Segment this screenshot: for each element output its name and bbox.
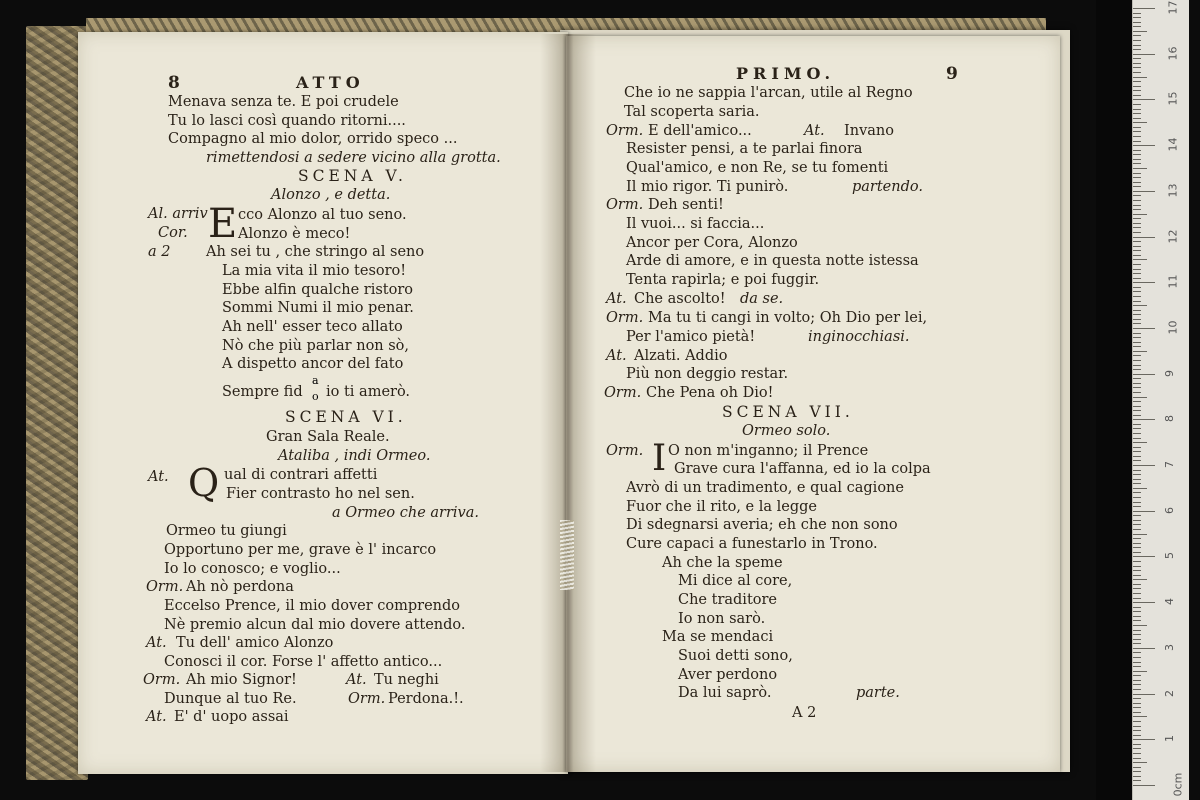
ruler-label: 17: [1166, 0, 1180, 15]
ruler-tick: [1133, 95, 1141, 96]
speaker-label: Orm.: [606, 443, 644, 459]
ruler-tick: [1133, 365, 1141, 366]
ruler-tick: [1133, 744, 1141, 745]
ruler-tick: [1133, 424, 1141, 425]
ruler-tick: [1133, 630, 1141, 631]
verse-line: cco Alonzo al tuo seno.: [238, 207, 407, 223]
speaker-label: Cor.: [158, 225, 188, 241]
ruler-label: 4: [1163, 598, 1176, 606]
ruler-tick: [1133, 415, 1141, 416]
ruler-tick: [1133, 570, 1141, 571]
ruler-tick: [1133, 529, 1141, 530]
ruler-tick: [1133, 214, 1147, 215]
ruler-label: 12: [1166, 229, 1180, 244]
ruler-tick: [1133, 337, 1141, 338]
ruler-tick: [1133, 305, 1147, 306]
ruler-tick: [1133, 401, 1141, 402]
ruler-tick: [1133, 785, 1155, 786]
ruler-tick: [1133, 675, 1141, 676]
ruler-label: 6: [1163, 506, 1176, 514]
ruler-tick: [1133, 721, 1141, 722]
ruler-tick: [1133, 579, 1147, 580]
verse-line: Nò che più parlar non sò,: [222, 338, 410, 354]
speaker-label: Orm.: [606, 123, 644, 139]
ruler-tick: [1133, 351, 1147, 352]
speaker-label: Al. arriv: [148, 206, 208, 222]
ruler-tick: [1133, 200, 1141, 201]
ruler-tick: [1133, 611, 1141, 612]
ruler-tick: [1133, 410, 1141, 411]
ruler-tick: [1133, 296, 1141, 297]
verse-line: Io lo conosco; e voglio...: [164, 561, 341, 577]
ruler-tick: [1133, 291, 1141, 292]
verse-line: Sempre fid: [222, 384, 303, 400]
ruler-tick: [1133, 223, 1141, 224]
ruler-tick: [1133, 657, 1141, 658]
ruler-tick: [1133, 648, 1155, 649]
ruler-tick: [1133, 273, 1141, 274]
ruler-tick: [1133, 99, 1155, 100]
signature-mark: A 2: [792, 705, 817, 721]
verse-line: Invano: [844, 123, 894, 139]
ruler-tick: [1133, 547, 1141, 548]
ruler-tick: [1133, 122, 1147, 123]
verse-line: Ah mio Signor!: [186, 672, 297, 688]
ruler-tick: [1133, 643, 1141, 644]
ruler-tick: [1133, 447, 1141, 448]
verse-line: Che Pena oh Dio!: [646, 385, 774, 401]
scene-characters: Ormeo solo.: [742, 423, 831, 439]
verse-line: Sommi Numi il mio penar.: [222, 300, 414, 316]
right-running-head: PRIMO.: [736, 64, 836, 83]
verse-line: Conosci il cor. Forse l' affetto antico...: [164, 654, 443, 670]
verse-line: Ebbe alfin qualche ristoro: [222, 282, 414, 298]
verse-line: Ah che la speme: [662, 555, 783, 571]
verse-line: Alonzo è meco!: [238, 226, 351, 242]
verse-line: Opportuno per me, grave è l' incarco: [164, 542, 437, 558]
ruler-label: 2: [1163, 689, 1176, 697]
ruler-tick: [1133, 246, 1141, 247]
ruler-tick: [1133, 287, 1141, 288]
ruler-tick: [1133, 730, 1141, 731]
ruler-tick: [1133, 712, 1141, 713]
ruler-tick: [1133, 141, 1141, 142]
verse-line: Il mio rigor. Ti punirò.: [626, 179, 789, 195]
ruler-tick: [1133, 328, 1155, 329]
ruler-tick: [1133, 735, 1141, 736]
verse-line: Ah sei tu , che stringo al seno: [206, 244, 425, 260]
ruler-tick: [1133, 438, 1141, 439]
ruler-tick: [1133, 698, 1141, 699]
verse-line: Fuor che il rito, e la legge: [626, 499, 817, 515]
ruler-tick: [1133, 598, 1141, 599]
ruler-tick: [1133, 739, 1155, 740]
ruler-tick: [1133, 104, 1141, 105]
verse-line: Ah nell' esser teco allato: [222, 319, 403, 335]
ruler-tick: [1133, 671, 1147, 672]
ruler-tick: [1133, 451, 1141, 452]
ruler-tick: [1133, 191, 1155, 192]
ruler-tick: [1133, 159, 1141, 160]
ruler-label: 0cm: [1171, 772, 1185, 797]
ruler-tick: [1133, 131, 1141, 132]
speaker-label: Orm.: [348, 691, 386, 707]
ruler-tick: [1133, 616, 1141, 617]
ruler-tick: [1133, 602, 1155, 603]
ruler-tick: [1133, 392, 1141, 393]
stage-direction: partendo.: [852, 179, 923, 195]
ruler-tick: [1133, 314, 1141, 315]
speaker-label: Orm.: [146, 579, 184, 595]
ruler-tick: [1133, 237, 1155, 238]
left-running-head: ATTO: [296, 73, 365, 92]
verse-line: Aver perdono: [678, 667, 778, 683]
ruler-tick: [1133, 323, 1141, 324]
ruler-tick: [1133, 86, 1141, 87]
ruler-label: 15: [1166, 91, 1180, 106]
ruler-tick: [1133, 374, 1155, 375]
ruler-tick: [1133, 255, 1141, 256]
ruler-tick: [1133, 8, 1155, 9]
ruler-tick: [1133, 264, 1141, 265]
verse-line: ual di contrari affetti: [224, 467, 378, 483]
ruler-label: 10: [1166, 320, 1180, 335]
ruler-tick: [1133, 520, 1141, 521]
ruler-tick: [1133, 465, 1155, 466]
speaker-label: At.: [804, 123, 825, 139]
verse-line: Ah nò perdona: [186, 579, 294, 595]
ruler-tick: [1133, 63, 1141, 64]
verse-line: O non m'inganno; il Prence: [668, 443, 869, 459]
background-shadow: [1096, 0, 1132, 800]
ruler-tick: [1133, 488, 1147, 489]
verse-line: Ormeo tu giungi: [166, 523, 287, 539]
verse-line: Deh senti!: [648, 197, 724, 213]
verse-line: A dispetto ancor del fato: [222, 356, 404, 372]
speaker-label: a 2: [148, 244, 171, 260]
ruler-tick: [1133, 26, 1141, 27]
ruler-tick: [1133, 543, 1141, 544]
verse-line: Perdona.!.: [388, 691, 464, 707]
ruler-tick: [1133, 534, 1147, 535]
verse-line: Mi dice al core,: [678, 573, 793, 589]
ruler-tick: [1133, 45, 1141, 46]
ruler-tick: [1133, 333, 1141, 334]
ruler-tick: [1133, 310, 1141, 311]
ruler-tick: [1133, 497, 1141, 498]
ruler-tick: [1133, 620, 1141, 621]
ruler-tick: [1133, 584, 1141, 585]
ruler-tick: [1133, 428, 1141, 429]
ruler-tick: [1133, 753, 1141, 754]
verse-line: Dunque al tuo Re.: [164, 691, 297, 707]
speaker-label: Orm.: [606, 310, 644, 326]
speaker-label: At.: [148, 469, 169, 485]
ruler-tick: [1133, 177, 1141, 178]
ruler-tick: [1133, 22, 1141, 23]
verse-line: Tu neghi: [374, 672, 439, 688]
ruler-tick: [1133, 703, 1141, 704]
paper-tear: [560, 520, 574, 590]
speaker-label: At.: [146, 635, 167, 651]
verse-line: Che traditore: [678, 592, 778, 608]
verse-line: Fier contrasto ho nel sen.: [226, 486, 415, 502]
drop-cap: I: [652, 438, 667, 479]
ruler-tick: [1133, 707, 1141, 708]
scene-characters: Ataliba , indi Ormeo.: [278, 448, 431, 464]
ruler-tick: [1133, 127, 1141, 128]
scene-heading-7: SCENA VII.: [722, 403, 854, 421]
ruler-tick: [1133, 561, 1141, 562]
ruler-tick: [1133, 163, 1141, 164]
ruler-tick: [1133, 758, 1141, 759]
scene-characters: Alonzo , e detta.: [271, 187, 391, 203]
speaker-label: Orm.: [143, 672, 181, 688]
ruler-tick: [1133, 666, 1141, 667]
ruler-label: 7: [1163, 461, 1176, 469]
left-line-1: Menava senza te. E poi crudele: [168, 94, 399, 110]
ruler-tick: [1133, 136, 1141, 137]
ruler-tick: [1133, 342, 1141, 343]
scene-setting: Gran Sala Reale.: [266, 429, 390, 445]
left-line-3: Compagno al mio dolor, orrido speco ...: [168, 131, 458, 147]
scene-heading-6: SCENA VI.: [285, 408, 407, 426]
ruler-tick: [1133, 241, 1141, 242]
ruler-tick: [1133, 460, 1141, 461]
ruler-tick: [1133, 625, 1147, 626]
ruler-tick: [1133, 419, 1155, 420]
ruler-tick: [1133, 77, 1147, 78]
ruler-tick: [1133, 319, 1141, 320]
stage-direction: parte.: [856, 685, 900, 701]
measuring-ruler: [1132, 0, 1189, 800]
verse-line: Arde di amore, e in questa notte istessa: [626, 253, 919, 269]
ruler-tick: [1133, 109, 1141, 110]
ruler-tick: [1133, 442, 1147, 443]
ruler-tick: [1133, 474, 1141, 475]
ruler-tick: [1133, 639, 1141, 640]
ruler-tick: [1133, 301, 1141, 302]
ruler-tick: [1133, 58, 1141, 59]
verse-line: Da lui saprò.: [678, 685, 772, 701]
ruler-tick: [1133, 154, 1141, 155]
ruler-label: 3: [1163, 643, 1176, 651]
ruler-tick: [1133, 470, 1141, 471]
verse-line: io ti amerò.: [326, 384, 411, 400]
ruler-tick: [1133, 552, 1141, 553]
ruler-tick: [1133, 113, 1141, 114]
ruler-tick: [1133, 771, 1141, 772]
scene-heading-5: SCENA V.: [298, 167, 407, 185]
verse-line: Resister pensi, a te parlai finora: [626, 141, 863, 157]
ruler-tick: [1133, 406, 1141, 407]
ruler-label: 5: [1163, 552, 1176, 560]
ruler-tick: [1133, 397, 1147, 398]
ruler-tick: [1133, 383, 1141, 384]
ruler-tick: [1133, 259, 1147, 260]
ruler-tick: [1133, 31, 1147, 32]
ruler-tick: [1133, 182, 1141, 183]
ruler-tick: [1133, 680, 1141, 681]
ruler-tick: [1133, 387, 1141, 388]
verse-line: Ma tu ti cangi in volto; Oh Dio per lei,: [648, 310, 928, 326]
ruler-tick: [1133, 511, 1155, 512]
ruler-tick: [1133, 195, 1141, 196]
verse-line: Suoi detti sono,: [678, 648, 793, 664]
verse-line: Più non deggio restar.: [626, 366, 789, 382]
verse-line: Eccelso Prence, il mio dover comprendo: [164, 598, 461, 614]
verse-line: Di sdegnarsi averia; eh che non sono: [626, 517, 898, 533]
stage-direction: a Ormeo che arriva.: [332, 505, 479, 521]
ruler-tick: [1133, 506, 1141, 507]
subscript-o: o: [312, 390, 319, 403]
ruler-tick: [1133, 40, 1141, 41]
verse-line: Tu dell' amico Alonzo: [176, 635, 334, 651]
ruler-tick: [1133, 726, 1141, 727]
ruler-label: 9: [1163, 369, 1176, 377]
drop-cap: Q: [188, 461, 220, 505]
ruler-tick: [1133, 17, 1141, 18]
ruler-tick: [1133, 49, 1141, 50]
ruler-tick: [1133, 269, 1141, 270]
speaker-label: Orm.: [604, 385, 642, 401]
ruler-tick: [1133, 575, 1141, 576]
verse-line: Ma se mendaci: [662, 629, 774, 645]
ruler-tick: [1133, 776, 1141, 777]
speaker-label: At.: [606, 348, 627, 364]
ruler-tick: [1133, 684, 1141, 685]
verse-line: La mia vita il mio tesoro!: [222, 263, 407, 279]
ruler-tick: [1133, 433, 1141, 434]
ruler-tick: [1133, 118, 1141, 119]
stage-direction: inginocchiasi.: [808, 329, 910, 345]
stage-direction: da se.: [740, 291, 784, 307]
ruler-tick: [1133, 35, 1141, 36]
ruler-tick: [1133, 538, 1141, 539]
ruler-tick: [1133, 54, 1155, 55]
speaker-label: Orm.: [606, 197, 644, 213]
ruler-tick: [1133, 250, 1141, 251]
ruler-tick: [1133, 556, 1155, 557]
ruler-tick: [1133, 762, 1147, 763]
ruler-tick: [1133, 13, 1141, 14]
ruler-tick: [1133, 168, 1147, 169]
ruler-tick: [1133, 492, 1141, 493]
ruler-tick: [1133, 607, 1141, 608]
ruler-tick: [1133, 67, 1141, 68]
ruler-tick: [1133, 767, 1141, 768]
ruler-tick: [1133, 282, 1155, 283]
ruler-tick: [1133, 748, 1141, 749]
verse-line: Che io ne sappia l'arcan, utile al Regno: [624, 85, 913, 101]
verse-line: Tenta rapirla; e poi fuggir.: [626, 272, 820, 288]
ruler-tick: [1133, 524, 1141, 525]
ruler-label: 11: [1166, 274, 1180, 289]
ruler-tick: [1133, 566, 1141, 567]
verse-line: Grave cura l'affanna, ed io la colpa: [674, 461, 931, 477]
ruler-tick: [1133, 346, 1141, 347]
ruler-label: 13: [1166, 183, 1180, 198]
ruler-tick: [1133, 479, 1141, 480]
verse-line: Per l'amico pietà!: [626, 329, 756, 345]
ruler-tick: [1133, 483, 1141, 484]
ruler-tick: [1133, 360, 1141, 361]
ruler-label: 14: [1166, 137, 1180, 152]
ruler-tick: [1133, 355, 1141, 356]
verse-line: Qual'amico, e non Re, se tu fomenti: [626, 160, 889, 176]
ruler-tick: [1133, 369, 1141, 370]
ruler-tick: [1133, 278, 1141, 279]
ruler-tick: [1133, 689, 1141, 690]
right-page-number: 9: [946, 64, 958, 84]
speaker-label: At.: [146, 709, 167, 725]
ruler-tick: [1133, 218, 1141, 219]
drop-cap: E: [208, 201, 238, 247]
ruler-tick: [1133, 780, 1141, 781]
ruler-tick: [1133, 716, 1147, 717]
ruler-tick: [1133, 662, 1141, 663]
ruler-tick: [1133, 593, 1141, 594]
verse-line: Il vuoi... si faccia...: [626, 216, 765, 232]
ruler-tick: [1133, 72, 1141, 73]
ruler-tick: [1133, 145, 1155, 146]
superscript-a: a: [312, 374, 319, 387]
left-page-number: 8: [168, 73, 180, 93]
ruler-tick: [1133, 150, 1141, 151]
verse-line: Cure capaci a funestarlo in Trono.: [626, 536, 878, 552]
verse-line: E' d' uopo assai: [174, 709, 289, 725]
ruler-tick: [1133, 186, 1141, 187]
ruler-tick: [1133, 588, 1141, 589]
ruler-tick: [1133, 456, 1141, 457]
ruler-label: 8: [1163, 415, 1176, 423]
left-line-2: Tu lo lasci così quando ritorni....: [168, 113, 406, 129]
verse-line: Tal scoperta saria.: [624, 104, 760, 120]
speaker-label: At.: [606, 291, 627, 307]
ruler-tick: [1133, 232, 1141, 233]
ruler-tick: [1133, 81, 1141, 82]
stage-direction: rimettendosi a sedere vicino alla grotta.: [206, 150, 501, 166]
ruler-label: 1: [1163, 735, 1176, 743]
verse-line: E dell'amico...: [648, 123, 752, 139]
ruler-tick: [1133, 205, 1141, 206]
verse-line: Nè premio alcun dal mio dovere attendo.: [164, 617, 466, 633]
ruler-label: 16: [1166, 46, 1180, 61]
ruler-tick: [1133, 694, 1155, 695]
ruler-tick: [1133, 515, 1141, 516]
verse-line: Io non sarò.: [678, 611, 766, 627]
verse-line: Avrò di un tradimento, e qual cagione: [626, 480, 904, 496]
ruler-tick: [1133, 502, 1141, 503]
verse-line: Che ascolto!: [634, 291, 726, 307]
ruler-tick: [1133, 378, 1141, 379]
ruler-tick: [1133, 227, 1141, 228]
ruler-tick: [1133, 209, 1141, 210]
speaker-label: At.: [346, 672, 367, 688]
verse-line: Alzati. Addio: [634, 348, 728, 364]
ruler-tick: [1133, 90, 1141, 91]
ruler-tick: [1133, 652, 1141, 653]
ruler-tick: [1133, 634, 1141, 635]
ruler-tick: [1133, 173, 1141, 174]
verse-line: Ancor per Cora, Alonzo: [626, 235, 798, 251]
